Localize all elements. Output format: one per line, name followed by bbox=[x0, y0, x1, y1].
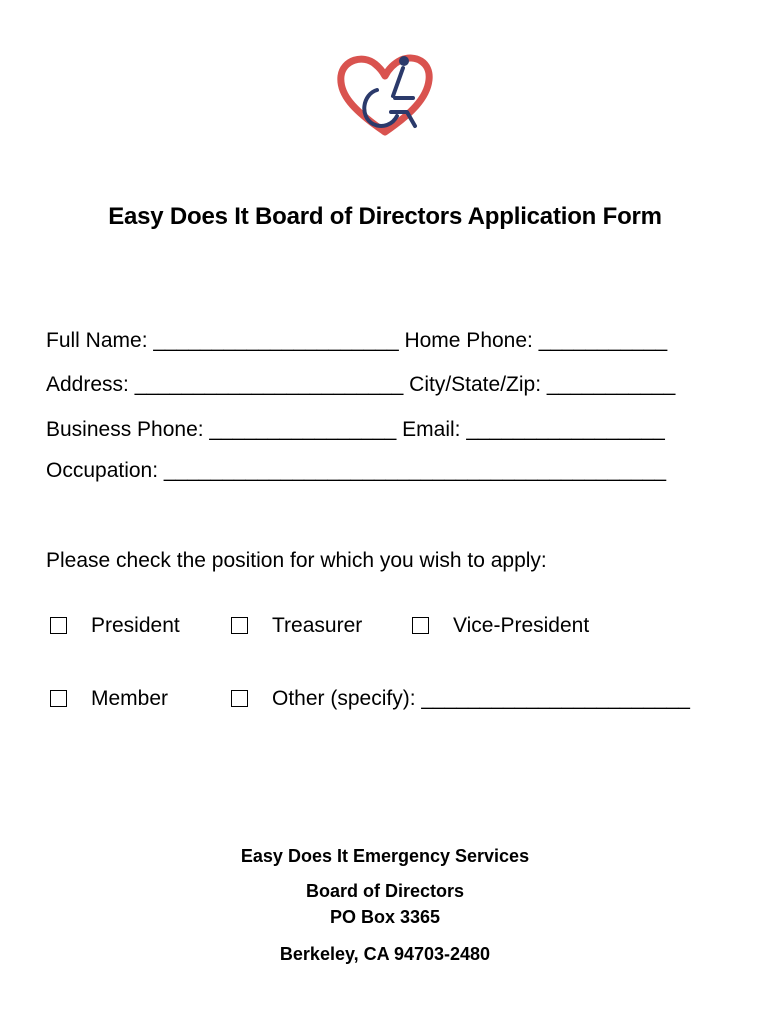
footer-po-box: PO Box 3365 bbox=[329, 907, 441, 927]
heart-wheelchair-icon bbox=[333, 52, 437, 138]
logo bbox=[333, 52, 437, 138]
treasurer-label: Treasurer bbox=[272, 614, 363, 637]
president-label: President bbox=[91, 614, 180, 637]
other-checkbox[interactable] bbox=[231, 690, 248, 707]
form-title: Easy Does It Board of Directors Application Form bbox=[108, 203, 662, 230]
position-prompt: Please check the position for which you wish to apply: bbox=[46, 549, 547, 572]
footer-city: Berkeley, CA 94703-2480 bbox=[279, 944, 491, 964]
address-city-line[interactable]: Address: _______________________ City/State/Zip: ___________ bbox=[46, 373, 676, 396]
footer-board: Board of Directors bbox=[305, 881, 465, 901]
footer-org: Easy Does It Emergency Services bbox=[240, 846, 530, 866]
business-phone-email-line[interactable]: Business Phone: ________________ Email: _________________ bbox=[46, 418, 665, 441]
president-checkbox[interactable] bbox=[50, 617, 67, 634]
full-name-home-phone-line[interactable]: Full Name: _____________________ Home Phone: ___________ bbox=[46, 329, 668, 352]
occupation-line[interactable]: Occupation: ___________________________________________ bbox=[46, 459, 667, 482]
member-checkbox[interactable] bbox=[50, 690, 67, 707]
vice-president-label: Vice-President bbox=[453, 614, 590, 637]
treasurer-checkbox[interactable] bbox=[231, 617, 248, 634]
member-label: Member bbox=[91, 687, 169, 710]
other-specify-field[interactable]: Other (specify): _______________________ bbox=[272, 687, 690, 710]
vice-president-checkbox[interactable] bbox=[412, 617, 429, 634]
